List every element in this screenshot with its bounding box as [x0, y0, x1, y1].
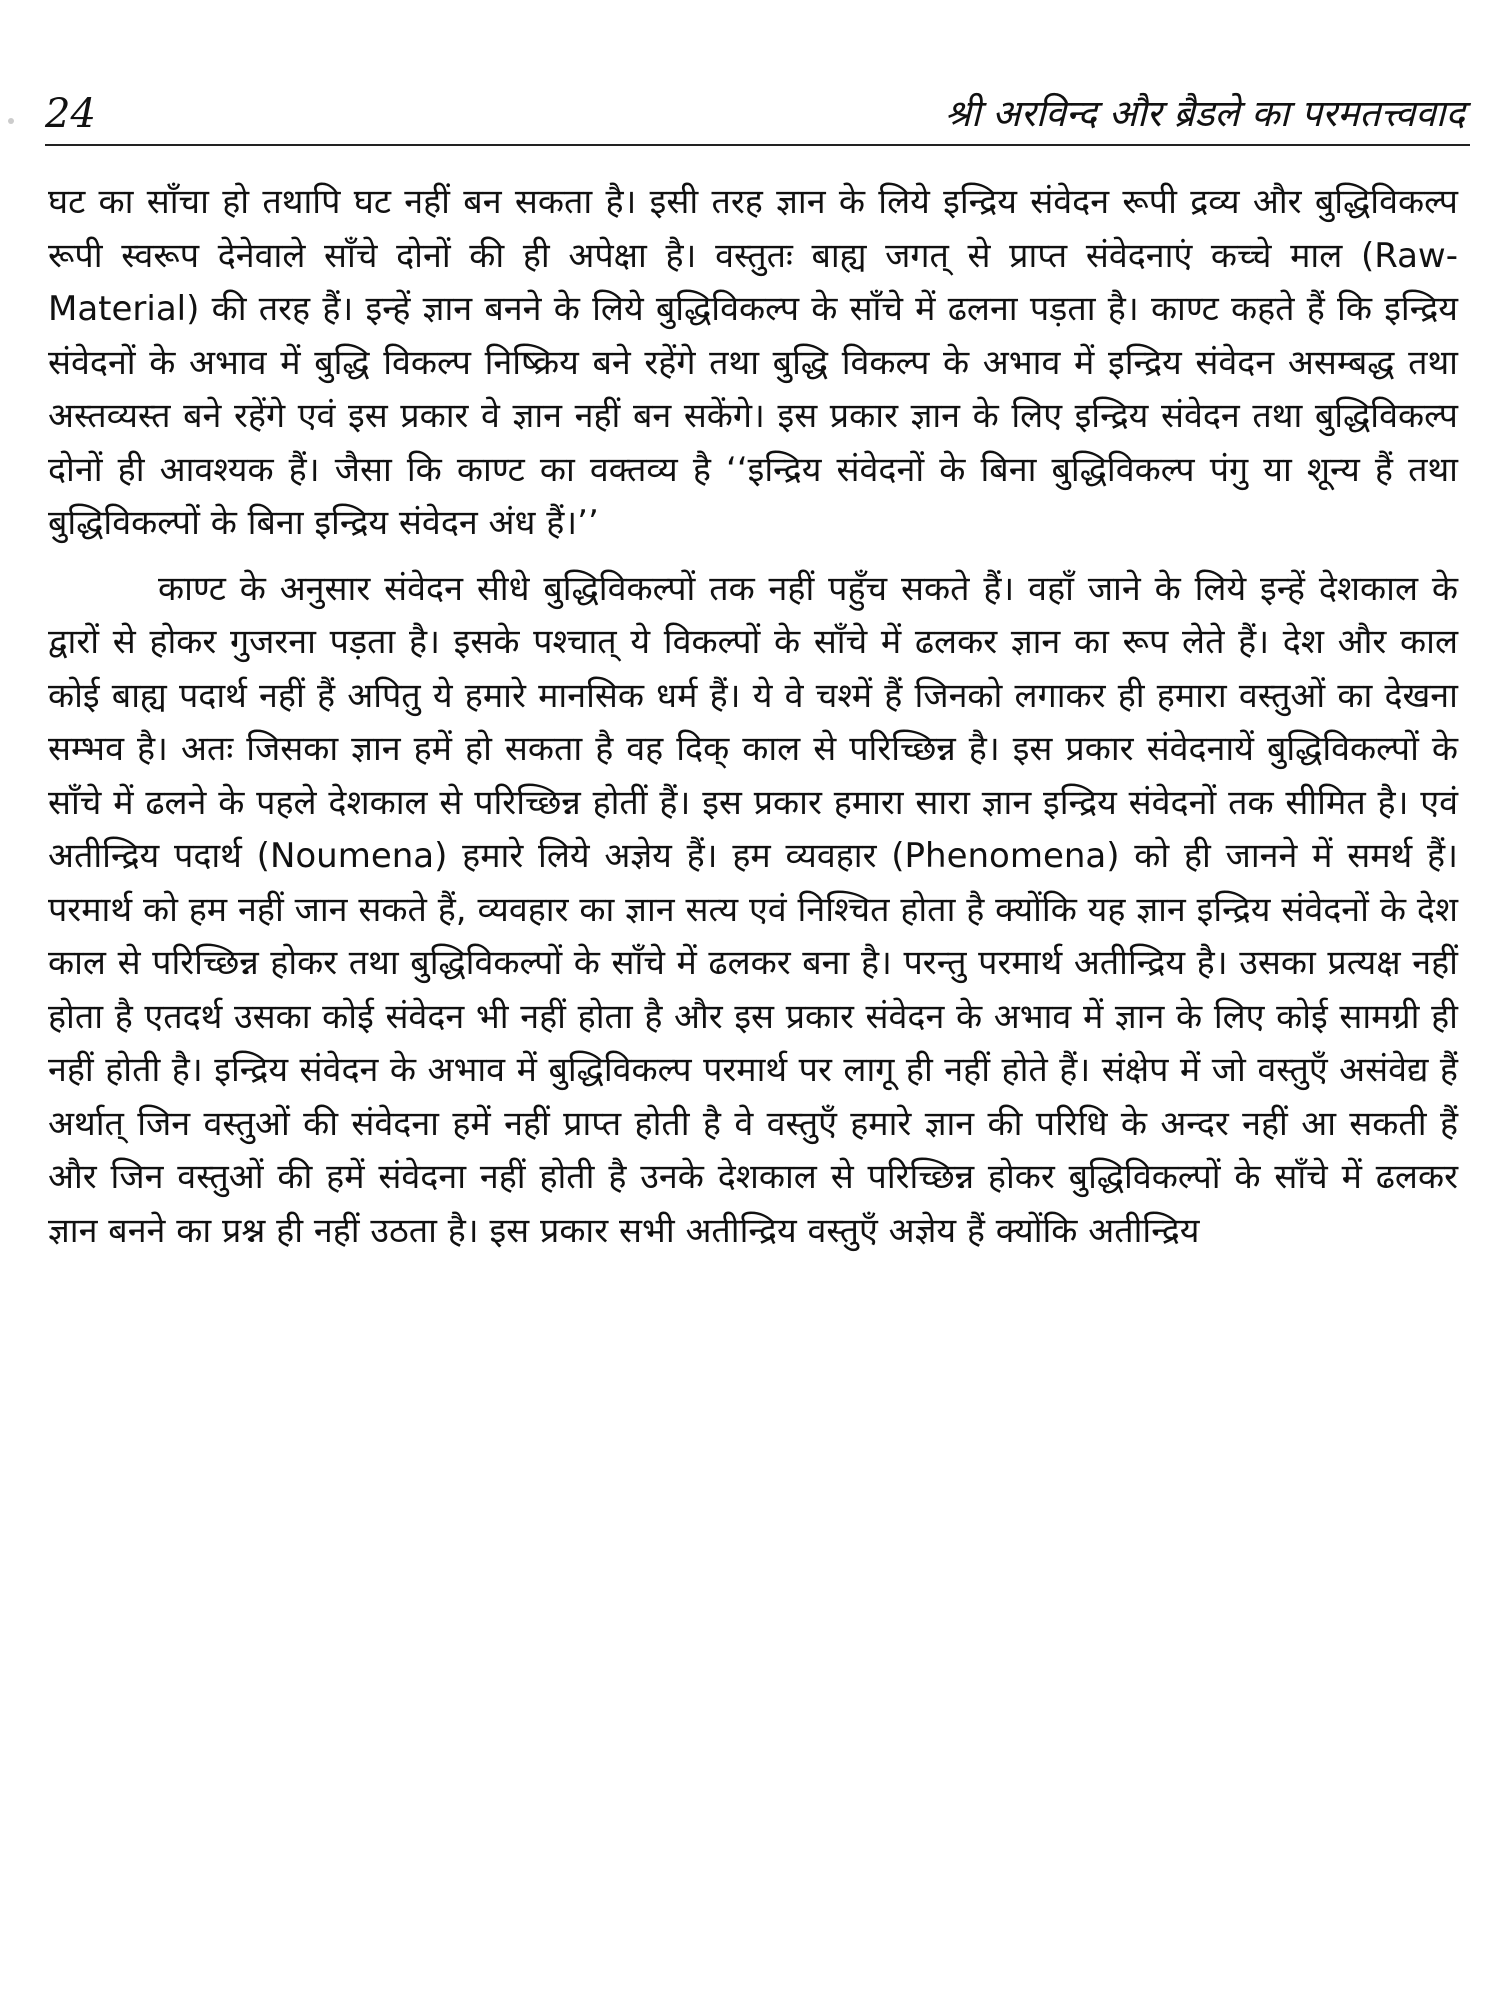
- paragraph-1: घट का साँचा हो तथापि घट नहीं बन सकता है। इसी तरह ज्ञान के लिये इन्द्रिय संवेदन रूपी द्रव्य और बुद्धिविकल्प रूपी स्वरूप देनेवाले साँचे दोनों की ही अपेक्षा है। वस्तुतः बाह्य जगत् से प्राप्त संवेदनाएं कच्चे माल (Raw-Material) की तरह हैं। इन्हें ज्ञान बनने के लिये बुद्धिविकल्प के साँचे में ढलना पड़ता है। काण्ट कहते हैं कि इन्द्रिय संवेदनों के अभाव में बुद्धि विकल्प निष्क्रिय बने रहेंगे तथा बुद्धि विकल्प के अभाव में इन्द्रिय संवेदन असम्बद्ध तथा अस्तव्यस्त बने रहेंगे एवं इस प्रकार वे ज्ञान नहीं बन सकेंगे। इस प्रकार ज्ञान के लिए इन्द्रिय संवेदन तथा बुद्धिविकल्प दोनों ही आवश्यक हैं। जैसा कि काण्ट का वक्तव्य है ‘‘इन्द्रिय संवेदनों के बिना बुद्धिविकल्प पंगु या शून्य हैं तथा बुद्धिविकल्पों के बिना इन्द्रिय संवेदन अंध हैं।’’: [48, 182, 1458, 543]
- running-title: श्री अरविन्द और ब्रैडले का परमतत्त्ववाद: [944, 92, 1465, 135]
- paragraph-2: काण्ट के अनुसार संवेदन सीधे बुद्धिविकल्पों तक नहीं पहुँच सकते हैं। वहाँ जाने के लिये इन्हें देशकाल के द्वारों से होकर गुजरना पड़ता है। इसके पश्चात् ये विकल्पों के साँचे में ढलकर ज्ञान का रूप लेते हैं। देश और काल कोई बाह्य पदार्थ नहीं हैं अपितु ये हमारे मानसिक धर्म हैं। ये वे चश्में हैं जिनको लगाकर ही हमारा वस्तुओं का देखना सम्भव है। अतः जिसका ज्ञान हमें हो सकता है वह दिक् काल से परिच्छिन्न है। इस प्रकार संवेदनायें बुद्धिविकल्पों के साँचे में ढलने के पहले देशकाल से परिच्छिन्न होतीं हैं। इस प्रकार हमारा सारा ज्ञान इन्द्रिय संवेदनों तक सीमित है। एवं अतीन्द्रिय पदार्थ (Noumena) हमारे लिये अज्ञेय हैं। हम व्यवहार (Phenomena) को ही जानने में समर्थ हैं। परमार्थ को हम नहीं जान सकते हैं, व्यवहार का ज्ञान सत्य एवं निश्चित होता है क्योंकि यह ज्ञान इन्द्रिय संवेदनों के देश काल से परिच्छिन्न होकर तथा बुद्धिविकल्पों के साँचे में ढलकर बना है। परन्तु परमार्थ अतीन्द्रिय है। उसका प्रत्यक्ष नहीं होता है एतदर्थ उसका कोई संवेदन भी नहीं होता है और इस प्रकार संवेदन के अभाव में ज्ञान के लिए कोई सामग्री ही नहीं होती है। इन्द्रिय संवेदन के अभाव में बुद्धिविकल्प परमार्थ पर लागू ही नहीं होते हैं। संक्षेप में जो वस्तुएँ असंवेद्य हैं अर्थात् जिन वस्तुओं की संवेदना हमें नहीं प्राप्त होती है वे वस्तुएँ हमारे ज्ञान की परिधि के अन्दर नहीं आ सकती हैं और जिन वस्तुओं की हमें संवेदना नहीं होती है उनके देशकाल से परिच्छिन्न होकर बुद्धिविकल्पों के साँचे में ढलकर ज्ञान बनने का प्रश्न ही नहीं उठता है। इस प्रकार सभी अतीन्द्रिय वस्तुएँ अज्ञेय हैं क्योंकि अतीन्द्रिय: [48, 568, 1458, 1251]
- page-header: [45, 92, 1465, 152]
- header-rule: [45, 144, 1470, 146]
- page-number: 24: [45, 91, 96, 137]
- scan-speck: [8, 118, 14, 124]
- body-text: [48, 176, 1458, 1258]
